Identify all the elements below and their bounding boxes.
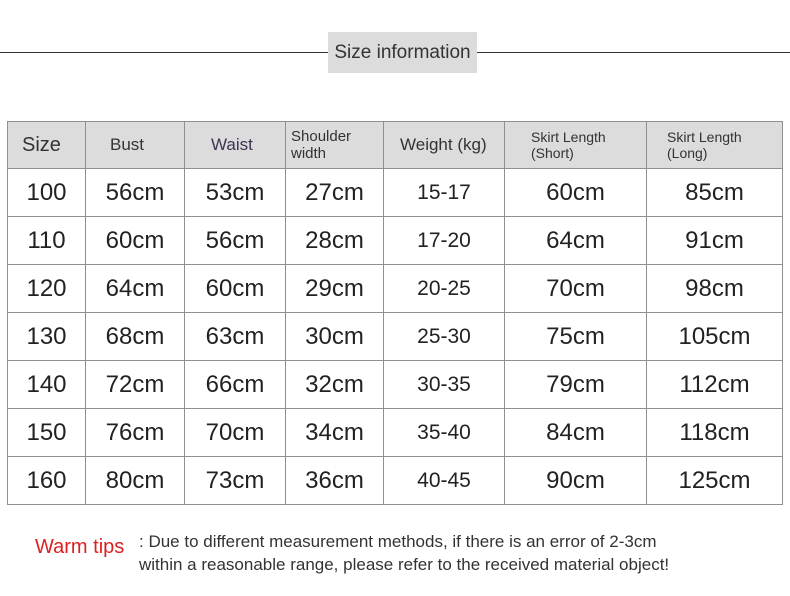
warm-tips-line1: : Due to different measurement methods, if there is an error of 2-3cm (139, 532, 657, 551)
cell-waist: 70cm (185, 409, 286, 457)
cell-bust: 60cm (86, 217, 185, 265)
header-skirt-length-short (505, 122, 647, 169)
table-row (8, 457, 783, 505)
cell-size: 130 (8, 313, 86, 361)
warm-tips (35, 530, 775, 578)
cell-skirt-long: 125cm (647, 457, 783, 505)
cell-skirt-short: 84cm (505, 409, 647, 457)
cell-shoulder: 32cm (286, 361, 384, 409)
cell-shoulder: 30cm (286, 313, 384, 361)
header-skirt-short-line2: (Short) (531, 145, 574, 161)
cell-skirt-long: 112cm (647, 361, 783, 409)
header-skirt-long-line1: Skirt Length (667, 129, 742, 145)
cell-skirt-short: 64cm (505, 217, 647, 265)
cell-bust: 56cm (86, 169, 185, 217)
header-shoulder-line1: Shoulder (291, 128, 352, 145)
cell-size: 140 (8, 361, 86, 409)
cell-size: 110 (8, 217, 86, 265)
table-row (8, 265, 783, 313)
header-skirt-long-line2: (Long) (667, 145, 708, 161)
cell-waist: 73cm (185, 457, 286, 505)
cell-size: 150 (8, 409, 86, 457)
cell-skirt-short: 90cm (505, 457, 647, 505)
cell-bust: 64cm (86, 265, 185, 313)
cell-waist: 56cm (185, 217, 286, 265)
cell-weight: 15-17 (384, 169, 505, 217)
table-row (8, 313, 783, 361)
cell-bust: 68cm (86, 313, 185, 361)
header-waist: Waist (185, 122, 286, 169)
header-shoulder-line2: width (291, 145, 327, 162)
cell-size: 160 (8, 457, 86, 505)
table-row (8, 361, 783, 409)
header-bust: Bust (86, 122, 185, 169)
cell-waist: 63cm (185, 313, 286, 361)
cell-waist: 60cm (185, 265, 286, 313)
header-weight: Weight (kg) (384, 122, 505, 169)
table-row (8, 169, 783, 217)
cell-weight: 17-20 (384, 217, 505, 265)
cell-waist: 66cm (185, 361, 286, 409)
cell-size: 100 (8, 169, 86, 217)
cell-weight: 25-30 (384, 313, 505, 361)
header-skirt-length-long (647, 122, 783, 169)
cell-skirt-long: 105cm (647, 313, 783, 361)
warm-tips-text (139, 530, 669, 576)
size-table (7, 121, 783, 505)
cell-bust: 76cm (86, 409, 185, 457)
cell-shoulder: 27cm (286, 169, 384, 217)
cell-skirt-short: 70cm (505, 265, 647, 313)
cell-skirt-long: 118cm (647, 409, 783, 457)
cell-skirt-long: 91cm (647, 217, 783, 265)
cell-skirt-long: 98cm (647, 265, 783, 313)
cell-skirt-short: 75cm (505, 313, 647, 361)
cell-weight: 40-45 (384, 457, 505, 505)
cell-bust: 80cm (86, 457, 185, 505)
warm-tips-label: Warm tips (35, 536, 125, 558)
cell-shoulder: 28cm (286, 217, 384, 265)
cell-weight: 30-35 (384, 361, 505, 409)
table-header-row (8, 122, 783, 169)
header-skirt-short-line1: Skirt Length (531, 129, 606, 145)
warm-tips-line2: within a reasonable range, please refer to the received material object! (139, 555, 670, 574)
cell-weight: 35-40 (384, 409, 505, 457)
cell-skirt-long: 85cm (647, 169, 783, 217)
cell-size: 120 (8, 265, 86, 313)
header-size: Size (8, 122, 86, 169)
cell-waist: 53cm (185, 169, 286, 217)
header-shoulder-width (286, 122, 384, 169)
cell-skirt-short: 60cm (505, 169, 647, 217)
cell-shoulder: 29cm (286, 265, 384, 313)
cell-shoulder: 36cm (286, 457, 384, 505)
table-row (8, 409, 783, 457)
cell-shoulder: 34cm (286, 409, 384, 457)
table-row (8, 217, 783, 265)
cell-bust: 72cm (86, 361, 185, 409)
cell-skirt-short: 79cm (505, 361, 647, 409)
cell-weight: 20-25 (384, 265, 505, 313)
page-title: Size information (328, 32, 477, 73)
